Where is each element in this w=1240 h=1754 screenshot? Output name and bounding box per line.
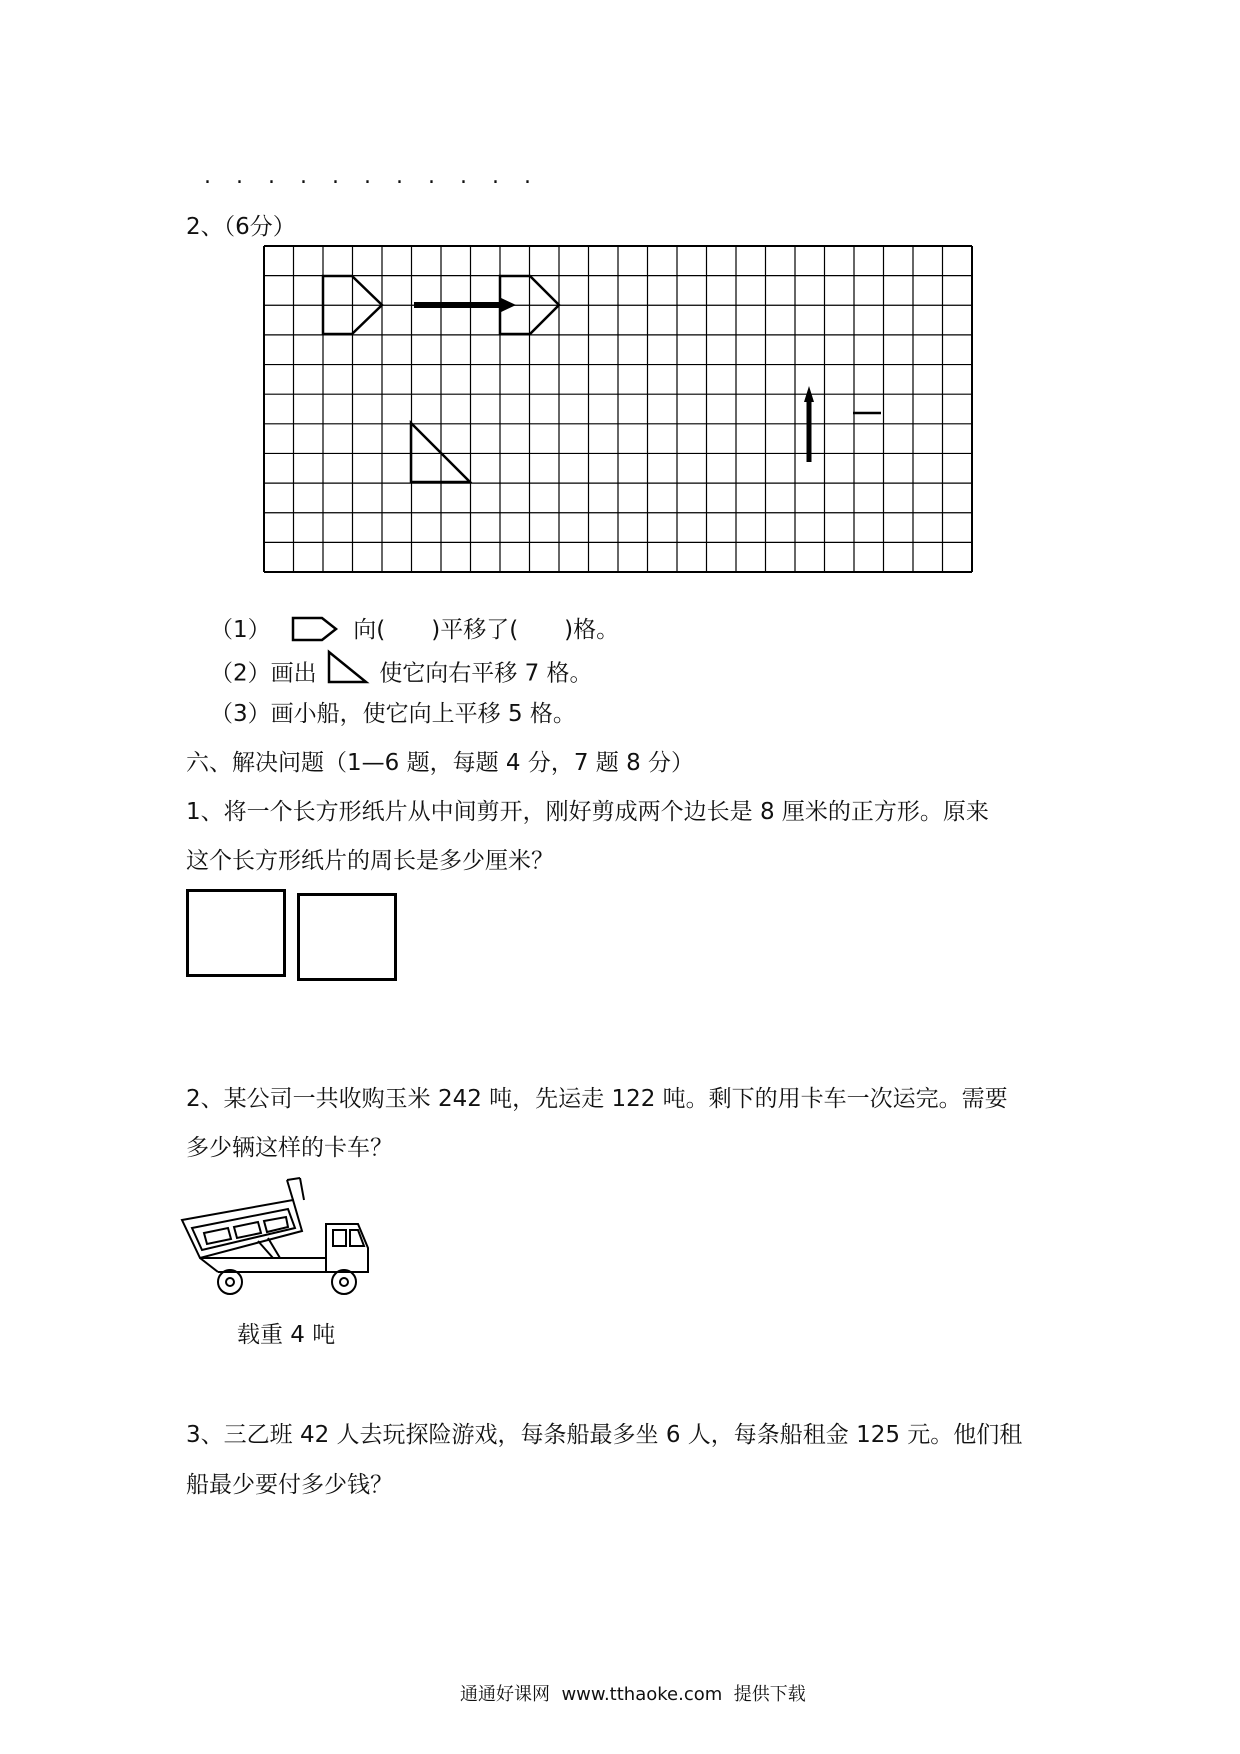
sub-question-1-prefix: （1）: [210, 617, 271, 643]
problem-3-line-1: 3、三乙班 42 人去玩探险游戏，每条船最多坐 6 人，每条船租金 125 元。他们租: [186, 1422, 1023, 1448]
square-left: [186, 889, 286, 977]
translation-grid: [264, 246, 972, 572]
dot-mark: .: [396, 164, 403, 189]
dump-truck-illustration: [178, 1176, 378, 1306]
problem-1-line-2: 这个长方形纸片的周长是多少厘米？: [186, 848, 554, 874]
section-6-heading: 六、解决问题（1—6 题，每题 4 分，7 题 8 分）: [186, 750, 695, 776]
sub-question-3: （3）画小船，使它向上平移 5 格。: [210, 701, 576, 727]
dot-mark: .: [492, 164, 499, 189]
problem-2-line-1: 2、某公司一共收购玉米 242 吨，先运走 122 吨。剩下的用卡车一次运完。需要: [186, 1086, 1008, 1112]
sub-question-2: [210, 656, 593, 692]
truck-caption: 载重 4 吨: [237, 1322, 336, 1348]
translation-arrowhead: [499, 297, 516, 313]
problem-3-line-2: 船最少要付多少钱？: [186, 1472, 393, 1498]
sub-question-2-prefix: （2）画出: [210, 660, 317, 687]
pentagon-icon: [290, 614, 340, 644]
dot-mark: .: [332, 164, 339, 189]
sub-question-1-text: 向( )平移了( )格。: [353, 617, 620, 643]
problem-2-line-2: 多少辆这样的卡车？: [186, 1135, 393, 1161]
dot-mark: .: [364, 164, 371, 189]
sub-question-1: [210, 615, 619, 646]
dot-mark: .: [460, 164, 467, 189]
dot-mark: .: [428, 164, 435, 189]
triangle-icon: [326, 650, 370, 686]
page-footer: 通通好课网 www.tthaoke.com 提供下载: [460, 1684, 806, 1705]
question-2-heading: 2、（6分）: [186, 214, 296, 240]
problem-1-line-1: 1、将一个长方形纸片从中间剪开，刚好剪成两个边长是 8 厘米的正方形。原来: [186, 799, 989, 825]
dot-mark: .: [300, 164, 307, 189]
sub-question-2-text: 使它向右平移 7 格。: [379, 660, 593, 687]
dot-mark: .: [236, 164, 243, 189]
dots-row: [204, 162, 556, 192]
dot-mark: .: [268, 164, 275, 189]
dot-mark: .: [204, 164, 211, 189]
dot-mark: .: [524, 164, 531, 189]
square-right: [297, 893, 397, 981]
